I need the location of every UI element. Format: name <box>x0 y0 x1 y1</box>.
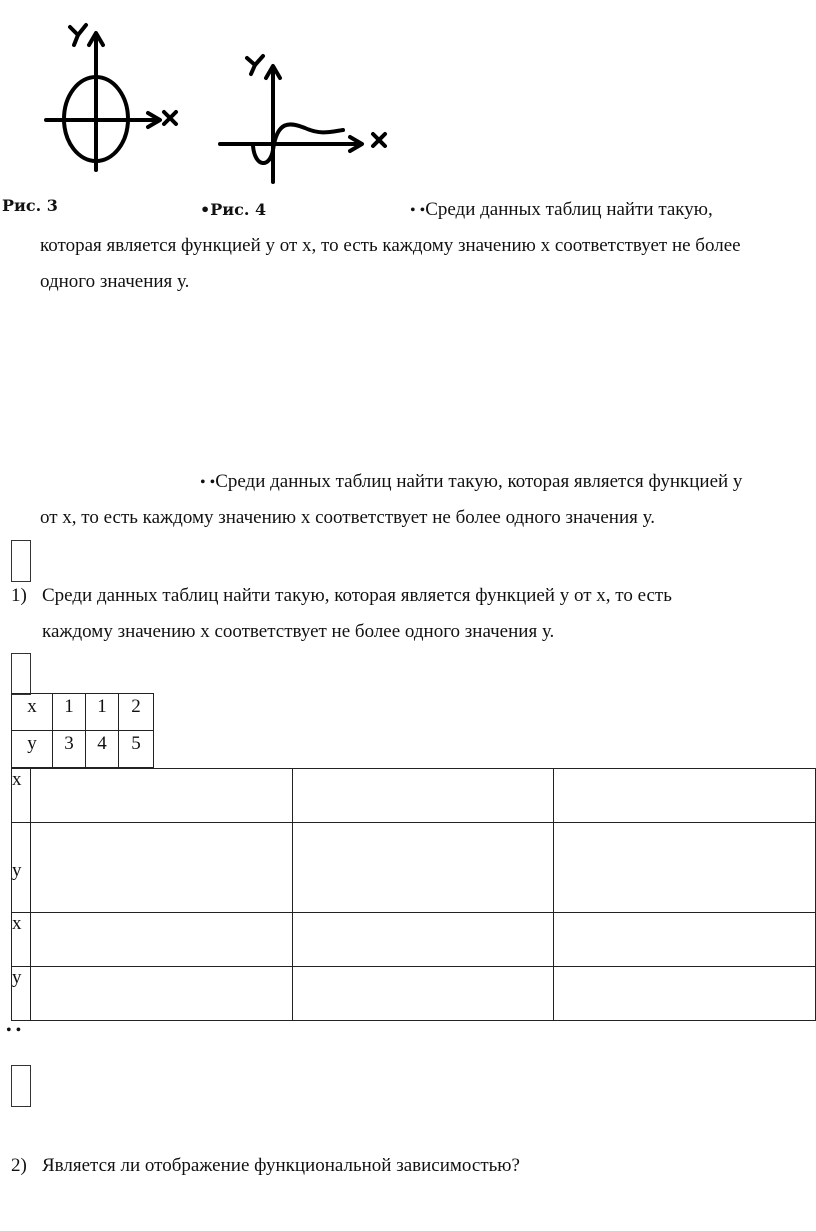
item1-number: 1) <box>11 585 27 606</box>
table1-cell: x <box>12 694 53 731</box>
table2-row-label: x <box>12 769 31 823</box>
table1-cell: 5 <box>119 731 154 768</box>
block1-line2: которая является функцией у от х, то есть каждому значению х соответствует не более <box>40 235 741 256</box>
table2-cell <box>292 823 554 913</box>
fig3-caption: Рис. 3 <box>2 196 58 215</box>
block2-line2: от х, то есть каждому значению х соответствует не более одного значения у. <box>40 507 655 528</box>
item2-number: 2) <box>11 1155 27 1176</box>
block1-first-line <box>410 198 713 223</box>
table1-cell: 4 <box>86 731 119 768</box>
fig4-caption-row <box>200 200 266 219</box>
table2-row <box>12 823 816 913</box>
table2-row <box>12 913 816 967</box>
block2-bullets: • • <box>200 474 216 491</box>
table2-cell <box>30 967 292 1021</box>
table2-cell <box>554 913 816 967</box>
table2-cell <box>292 913 554 967</box>
table2-row <box>12 769 816 823</box>
table1-cell: 1 <box>86 694 119 731</box>
table2-cell <box>554 967 816 1021</box>
table2-row-label: y <box>12 823 31 913</box>
table-1 <box>11 693 154 768</box>
table2-row-label: x <box>12 913 31 967</box>
table1-row <box>12 694 154 731</box>
table2-cell <box>292 769 554 823</box>
block1-line3: одного значения у. <box>40 271 190 292</box>
block1-line1: Среди данных таблиц найти такую, <box>425 199 713 220</box>
after-tables-bullets: • • <box>6 1022 22 1039</box>
table1-cell: 2 <box>119 694 154 731</box>
table1-row <box>12 731 154 768</box>
item1-line1: Среди данных таблиц найти такую, которая является функцией у от х, то есть <box>42 585 672 606</box>
table2-cell <box>30 769 292 823</box>
table2-cell <box>30 913 292 967</box>
table2-cell <box>554 823 816 913</box>
fig4-bullet: • <box>200 200 211 219</box>
empty-box-1 <box>11 540 31 582</box>
table2-cell <box>292 967 554 1021</box>
table2-row <box>12 967 816 1021</box>
table1-cell: 3 <box>53 731 86 768</box>
item2-text: Является ли отображение функциональной зависимостью? <box>42 1155 520 1176</box>
table2-cell <box>30 823 292 913</box>
table-2 <box>11 768 816 1021</box>
block2-line1: Среди данных таблиц найти такую, которая является функцией у <box>215 471 743 492</box>
block1-bullets: • • <box>410 202 426 219</box>
item1-line2: каждому значению х соответствует не более одного значения у. <box>42 621 555 642</box>
figure-3-circle-graph <box>40 15 190 175</box>
empty-box-3 <box>11 1065 31 1107</box>
empty-box-2 <box>11 653 31 695</box>
figure-4-curve-graph <box>215 50 395 190</box>
table2-row-label: y <box>12 967 31 1021</box>
table1-cell: 1 <box>53 694 86 731</box>
table1-cell: y <box>12 731 53 768</box>
fig4-caption: Рис. 4 <box>210 200 267 219</box>
block2-first-line <box>200 470 742 495</box>
table2-cell <box>554 769 816 823</box>
